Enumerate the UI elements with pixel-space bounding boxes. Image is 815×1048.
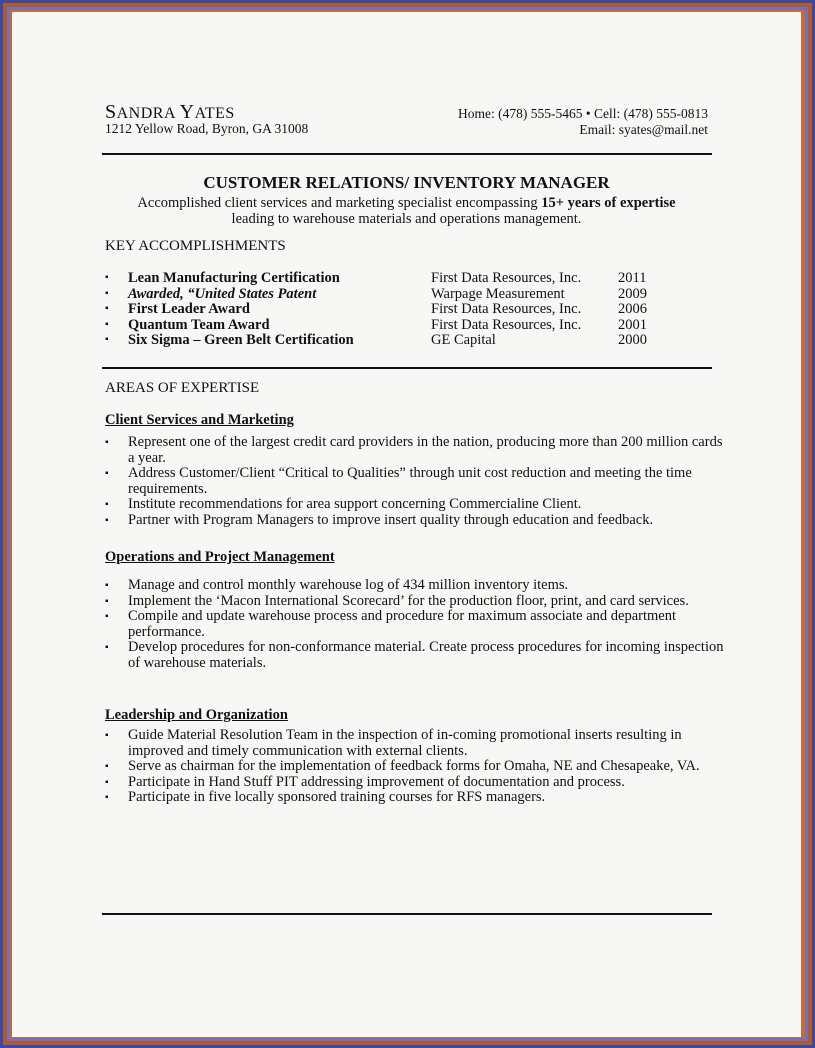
subsection-title: Leadership and Organization xyxy=(105,707,288,723)
phone-numbers: Home: (478) 555-5465 • Cell: (478) 555-0813 xyxy=(458,106,708,121)
list-item: ▪ Guide Material Resolution Team in the inspection of in-coming promotional inserts resulting in improved and timely communication with external clients. xyxy=(105,727,682,759)
header-divider xyxy=(102,153,712,155)
bullet-list xyxy=(105,728,725,806)
list-item: ▪ Participate in Hand Stuff PIT addressing improvement of documentation and process. xyxy=(105,773,625,790)
bullet-list xyxy=(105,435,725,529)
footer-divider xyxy=(102,913,712,915)
list-item: ▪ Partner with Program Managers to improve insert quality through education and feedback. xyxy=(105,511,654,528)
list-item: ▪ Compile and update warehouse process and procedure for maximum associate and department performance. xyxy=(105,608,676,640)
list-item: ▪ Participate in five locally sponsored training courses for RFS managers. xyxy=(105,789,546,806)
address: 1212 Yellow Road, Byron, GA 31008 xyxy=(105,121,309,136)
resume-page: SANDRA YATES 1212 Yellow Road, Byron, GA 31008 Home: (478) 555-5465 • Cell: (478) 555-0813 Email: syates@mail.net CUSTOMER RELATIONS/ INVENTORY MANAGER Accomplished client services and marketing specialist encompassing 15+ years of expertise leading to warehouse materials and operations management. KEY ACCOMPLISHMENTS ▪ Lean Manufacturing Certification First Data Resources, Inc. 2011 ▪ Awarded, “United States Patent Warpage Measurement 2009 ▪ First Leader Award First Data Resources, Inc. 2006 ▪ Quantum Team Award First Data Resources, Inc. 2001 ▪ Six Sigma – Green Belt Certification GE Capital 2000 AREAS OF EXPERTISE Client Services and Marketing ▪ Represent one of the largest credit card providers in the nation, producing more than 200 million cards a year. ▪ Address Customer/Client “Critical to Qualities” through unit cost reduction and meeting the time requirements. ▪ Institute recommendations for area support concerning Commercialine Client. ▪ Partner with Program Managers to improve insert quality through education and feedback. Operations and Project Management ▪ Manage and control monthly warehouse log of 434 million inventory items. ▪ Implement the ‘Macon International Scorecard’ for the production floor, print, and card services. ▪ Compile and update warehouse process and procedure for maximum associate and department performance. ▪ Develop procedures for non-conformance material. Create process procedures for incoming inspection of warehouse materials. Leadership and Organization ▪ Guide Material Resolution Team in the inspection of in-coming promotional inserts resulting in improved and timely communication with external clients. ▪ Serve as chairman for the implementation of feedback forms for Omaha, NE and Chesapeake, VA. ▪ Participate in Hand Stuff PIT addressing improvement of documentation and process. ▪ Participate in five locally sponsored training courses for RFS managers. xyxy=(12,12,801,1037)
list-item: ▪ Address Customer/Client “Critical to Qualities” through unit cost reduction and meeting the time requirements. xyxy=(105,465,692,497)
expertise-heading: AREAS OF EXPERTISE xyxy=(105,380,260,396)
list-item: ▪ Serve as chairman for the implementation of feedback forms for Omaha, NE and Chesapeake, VA. xyxy=(105,758,700,775)
subsection-title: Operations and Project Management xyxy=(105,549,335,565)
applicant-name: SANDRA YATES xyxy=(105,101,235,123)
email: Email: syates@mail.net xyxy=(579,122,708,137)
summary: Accomplished client services and marketing specialist encompassing 15+ years of expertise leading to warehouse materials and operations management. xyxy=(137,195,676,227)
list-item: ▪ Institute recommendations for area support concerning Commercialine Client. xyxy=(105,496,582,513)
subsection-title: Client Services and Marketing xyxy=(105,412,294,428)
list-item: ▪ Manage and control monthly warehouse log of 434 million inventory items. xyxy=(105,577,569,593)
section-divider xyxy=(102,367,712,369)
job-title: CUSTOMER RELATIONS/ INVENTORY MANAGER xyxy=(203,173,610,192)
list-item: ▪ Represent one of the largest credit card providers in the nation, producing more than 200 million cards a year. xyxy=(105,434,723,466)
accomplishments-heading: KEY ACCOMPLISHMENTS xyxy=(105,238,286,254)
list-item: ▪ Develop procedures for non-conformance material. Create process procedures for incoming inspection of warehouse materials. xyxy=(105,639,724,671)
bullet-list xyxy=(105,578,725,672)
list-item: ▪ Implement the ‘Macon International Scorecard’ for the production floor, print, and card services. xyxy=(105,592,689,609)
